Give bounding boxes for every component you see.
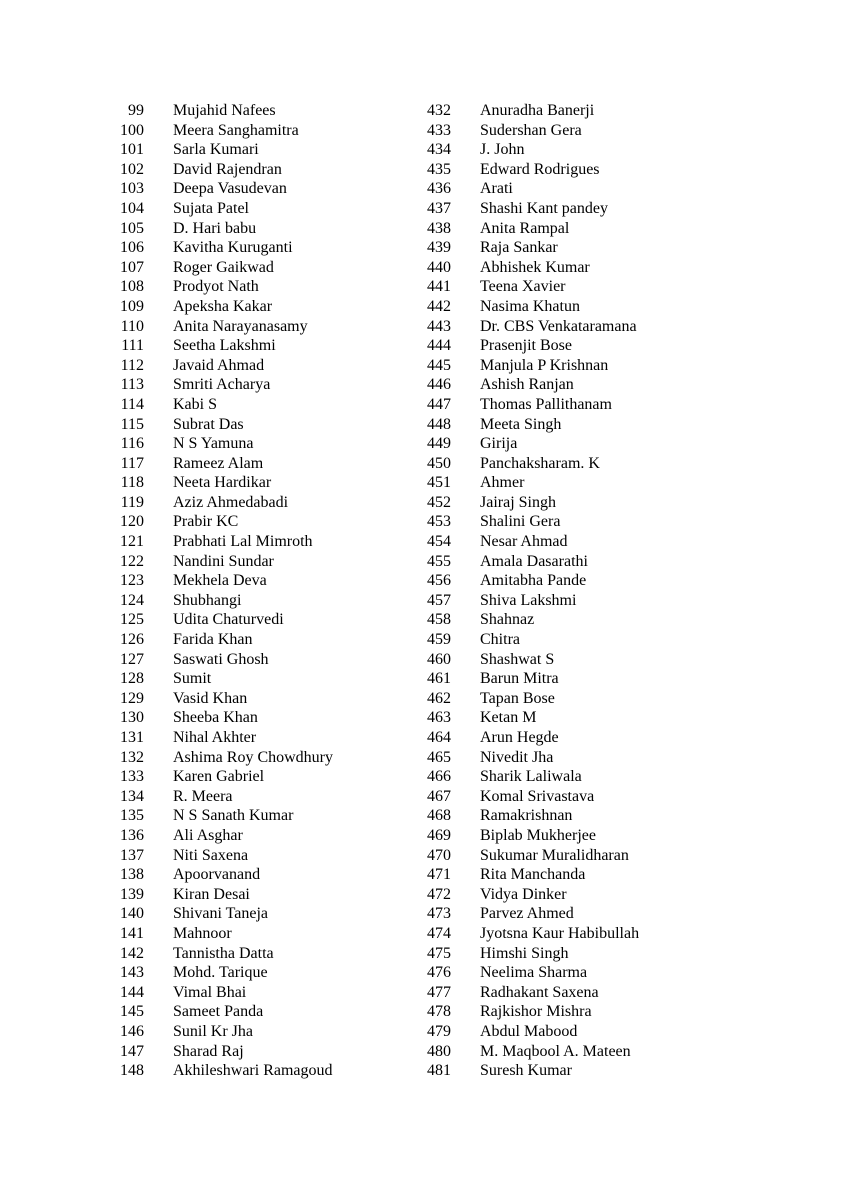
list-item-name: Apeksha Kakar (173, 297, 273, 315)
list-item-name: D. Hari babu (173, 219, 257, 237)
list-item-name: Sumit (173, 670, 212, 688)
list-item-number: 143 (120, 964, 144, 982)
list-item-number: 112 (120, 356, 144, 374)
list-item-name: Sujata Patel (173, 199, 249, 217)
list-item-name: Dr. CBS Venkataramana (480, 317, 637, 335)
list-item-number: 439 (427, 239, 451, 257)
list-item-name: Prasenjit Bose (480, 337, 572, 355)
list-item-number: 445 (427, 356, 451, 374)
list-item-name: Ali Asghar (173, 826, 243, 844)
list-item-number: 466 (427, 768, 451, 786)
list-item-name: Saswati Ghosh (173, 650, 269, 668)
list-item-number: 449 (427, 435, 451, 453)
list-item-name: Niti Saxena (173, 846, 249, 864)
list-item-name: Tannistha Datta (173, 944, 274, 962)
list-item-number: 459 (427, 631, 451, 649)
list-item-number: 132 (120, 748, 144, 766)
list-item-number: 103 (120, 180, 144, 198)
list-item-name: Nasima Khatun (480, 297, 580, 315)
list-item-number: 99 (128, 102, 144, 119)
list-item-name: M. Maqbool A. Mateen (480, 1042, 631, 1060)
list-item-number: 135 (120, 807, 144, 825)
list-item-number: 101 (120, 141, 144, 159)
list-item-number: 481 (427, 1062, 451, 1080)
list-item-number: 148 (120, 1062, 144, 1080)
list-item-name: N S Yamuna (173, 435, 254, 453)
list-item-name: Vimal Bhai (173, 983, 247, 1001)
list-item-number: 139 (120, 885, 144, 903)
list-item-number: 442 (427, 297, 451, 315)
list-item-name: Biplab Mukherjee (480, 826, 596, 844)
list-item-name: Panchaksharam. K (480, 454, 600, 472)
list-item-number: 472 (427, 885, 451, 903)
list-item-name: Vidya Dinker (480, 885, 567, 903)
list-item-name: Sudershan Gera (480, 121, 582, 139)
list-item-number: 435 (427, 160, 451, 178)
list-item-number: 121 (120, 533, 144, 551)
list-item-name: Sukumar Muralidharan (480, 846, 629, 864)
list-item-name: Roger Gaikwad (173, 258, 274, 276)
list-item-number: 120 (120, 513, 144, 531)
list-item-number: 461 (427, 670, 451, 688)
list-item-name: Mohd. Tarique (173, 964, 268, 982)
list-item-number: 457 (427, 591, 451, 609)
list-item-name: Aziz Ahmedabadi (173, 493, 289, 511)
list-item-number: 475 (427, 944, 451, 962)
list-item-number: 441 (427, 278, 451, 296)
list-item-name: Udita Chaturvedi (173, 611, 284, 629)
list-item-number: 124 (120, 591, 144, 609)
list-item-name: Amala Dasarathi (480, 552, 588, 570)
list-item-name: Shalini Gera (480, 513, 561, 531)
list-item-number: 144 (120, 983, 144, 1001)
list-item-number: 104 (120, 199, 144, 217)
list-item-name: Kabi S (173, 395, 217, 413)
list-item-number: 141 (120, 924, 144, 942)
list-item-number: 454 (427, 533, 451, 551)
list-item-number: 478 (427, 1003, 451, 1021)
list-item-name: Akhileshwari Ramagoud (173, 1062, 333, 1080)
list-item-number: 443 (427, 317, 451, 335)
list-item-name: Meeta Singh (480, 415, 562, 433)
list-item-name: Nihal Akhter (173, 729, 257, 746)
list-item-number: 468 (427, 807, 451, 825)
list-item-number: 438 (427, 219, 451, 237)
list-item-name: Arun Hegde (480, 729, 559, 746)
list-item-number: 446 (427, 376, 451, 394)
list-item-name: Shahnaz (480, 611, 535, 629)
list-item-number: 125 (120, 611, 144, 629)
list-item-name: R. Meera (173, 787, 233, 805)
list-item-number: 464 (427, 729, 451, 746)
list-item-name: Neelima Sharma (480, 964, 588, 982)
list-item-number: 105 (120, 219, 144, 237)
list-item-number: 444 (427, 337, 451, 355)
list-item-number: 460 (427, 650, 451, 668)
list-item-number: 470 (427, 846, 451, 864)
list-item-number: 433 (427, 121, 451, 139)
list-item-number: 113 (120, 376, 144, 394)
list-item-number: 452 (427, 493, 451, 511)
list-item-name: Kavitha Kuruganti (173, 239, 293, 257)
list-item-name: Himshi Singh (480, 944, 569, 962)
list-item-number: 437 (427, 199, 451, 217)
list-item-name: Mujahid Nafees (173, 102, 276, 119)
list-item-number: 440 (427, 258, 451, 276)
list-item-number: 451 (427, 474, 451, 492)
list-item-number: 467 (427, 787, 451, 805)
list-item-number: 145 (120, 1003, 144, 1021)
list-item-number: 126 (120, 631, 144, 649)
list-item-number: 465 (427, 748, 451, 766)
list-item-number: 432 (427, 102, 451, 119)
list-item-number: 127 (120, 650, 144, 668)
list-item-name: Manjula P Krishnan (480, 356, 609, 374)
list-item-name: Amitabha Pande (480, 572, 587, 590)
list-item-name: Ramakrishnan (480, 807, 573, 825)
list-item-name: Chitra (480, 631, 520, 649)
list-item-name: Raja Sankar (480, 239, 558, 257)
list-item-name: Komal Srivastava (480, 787, 595, 805)
list-item-name: Ketan M (480, 709, 537, 727)
list-item-name: Jairaj Singh (480, 493, 556, 511)
list-item-number: 122 (120, 552, 144, 570)
list-item-name: Sharad Raj (173, 1042, 244, 1060)
list-item-number: 479 (427, 1022, 451, 1040)
list-item-number: 462 (427, 689, 451, 707)
list-item-number: 110 (120, 317, 144, 335)
list-item-number: 455 (427, 552, 451, 570)
list-item-number: 447 (427, 395, 451, 413)
list-item-name: Farida Khan (173, 631, 253, 649)
list-item-number: 106 (120, 239, 144, 257)
list-item-name: N S Sanath Kumar (173, 807, 294, 825)
list-item-name: Sameet Panda (173, 1003, 264, 1021)
list-item-number: 116 (120, 435, 144, 453)
list-item-name: Meera Sanghamitra (173, 121, 299, 139)
list-item-number: 118 (120, 474, 144, 492)
list-item-number: 140 (120, 905, 144, 923)
list-item-number: 128 (120, 670, 144, 688)
list-item-name: Parvez Ahmed (480, 905, 574, 923)
list-item-name: Anita Rampal (480, 219, 570, 237)
list-item-name: Nivedit Jha (480, 748, 554, 766)
list-item-name: J. John (480, 141, 525, 159)
list-item-name: Rita Manchanda (480, 866, 586, 884)
list-item-name: Teena Xavier (480, 278, 566, 296)
list-item-name: Javaid Ahmad (173, 356, 265, 374)
list-item-number: 138 (120, 866, 144, 884)
list-item-name: Kiran Desai (173, 885, 250, 903)
list-item-name: Anuradha Banerji (480, 102, 595, 119)
list-item-name: Jyotsna Kaur Habibullah (480, 924, 640, 942)
list-item-name: Edward Rodrigues (480, 160, 600, 178)
list-item-name: Ashima Roy Chowdhury (173, 748, 333, 766)
list-item-number: 117 (120, 454, 144, 472)
list-item-name: Subrat Das (173, 415, 244, 433)
list-item-number: 133 (120, 768, 144, 786)
list-item-name: Sheeba Khan (173, 709, 258, 727)
list-item-number: 142 (120, 944, 144, 962)
list-item-name: Mahnoor (173, 924, 232, 942)
list-item-name: Sunil Kr Jha (173, 1022, 253, 1040)
list-item-number: 134 (120, 787, 144, 805)
list-item-name: Shiva Lakshmi (480, 591, 577, 609)
list-item-number: 136 (120, 826, 144, 844)
list-item-name: Suresh Kumar (480, 1062, 572, 1080)
list-item-number: 471 (427, 866, 451, 884)
list-item-name: Apoorvanand (173, 866, 261, 884)
list-item-number: 100 (120, 121, 144, 139)
list-item-name: Barun Mitra (480, 670, 559, 688)
list-item-name: Nesar Ahmad (480, 533, 568, 551)
list-item-number: 436 (427, 180, 451, 198)
list-item-number: 450 (427, 454, 451, 472)
list-item-number: 130 (120, 709, 144, 727)
list-item-name: Thomas Pallithanam (480, 395, 612, 413)
list-item-number: 147 (120, 1042, 144, 1060)
list-item-name: Anita Narayanasamy (173, 317, 308, 335)
list-item-number: 463 (427, 709, 451, 727)
list-item-name: Neeta Hardikar (173, 474, 272, 492)
list-item-name: Rajkishor Mishra (480, 1003, 592, 1021)
list-item-name: Abhishek Kumar (480, 258, 590, 276)
list-item-number: 477 (427, 983, 451, 1001)
list-item-number: 474 (427, 924, 451, 942)
list-item-number: 119 (120, 493, 144, 511)
list-item-number: 102 (120, 160, 144, 178)
list-item-name: Shashi Kant pandey (480, 199, 608, 217)
list-item-number: 129 (120, 689, 144, 707)
list-item-name: Mekhela Deva (173, 572, 267, 590)
list-item-number: 476 (427, 964, 451, 982)
list-item-name: Nandini Sundar (173, 552, 274, 570)
list-item-name: Seetha Lakshmi (173, 337, 276, 355)
list-item-number: 108 (120, 278, 144, 296)
list-item-name: Prabhati Lal Mimroth (173, 533, 313, 551)
list-item-number: 111 (121, 337, 144, 355)
list-item-name: Sharik Laliwala (480, 768, 582, 786)
list-item-name: Shashwat S (480, 650, 555, 668)
list-item-number: 453 (427, 513, 451, 531)
list-item-number: 107 (120, 258, 144, 276)
list-item-name: Shubhangi (173, 591, 242, 609)
list-item-name: Ashish Ranjan (480, 376, 574, 394)
list-item-number: 456 (427, 572, 451, 590)
list-item-number: 123 (120, 572, 144, 590)
list-item-name: Shivani Taneja (173, 905, 269, 923)
list-item-name: Deepa Vasudevan (173, 180, 287, 198)
list-item-number: 114 (120, 395, 144, 413)
list-item-number: 146 (120, 1022, 144, 1040)
list-item-number: 458 (427, 611, 451, 629)
list-item-number: 434 (427, 141, 451, 159)
list-item-name: Prabir KC (173, 513, 239, 531)
list-item-name: Karen Gabriel (173, 768, 265, 786)
list-item-number: 109 (120, 297, 144, 315)
list-item-number: 448 (427, 415, 451, 433)
list-item-name: David Rajendran (173, 160, 282, 178)
list-item-name: Vasid Khan (173, 689, 248, 707)
list-item-name: Arati (480, 180, 513, 198)
list-item-name: Girija (480, 435, 518, 453)
list-item-name: Prodyot Nath (173, 278, 259, 296)
list-item-number: 131 (120, 729, 144, 746)
list-item-number: 480 (427, 1042, 451, 1060)
list-item-name: Radhakant Saxena (480, 983, 599, 1001)
list-item-name: Abdul Mabood (480, 1022, 578, 1040)
list-item-name: Tapan Bose (480, 689, 555, 707)
list-item-number: 469 (427, 826, 451, 844)
list-item-number: 473 (427, 905, 451, 923)
list-item-number: 137 (120, 846, 144, 864)
list-item-name: Ahmer (480, 474, 525, 492)
list-item-number: 115 (120, 415, 144, 433)
list-item-name: Sarla Kumari (173, 141, 259, 159)
list-item-name: Rameez Alam (173, 454, 264, 472)
list-item-name: Smriti Acharya (173, 376, 271, 394)
